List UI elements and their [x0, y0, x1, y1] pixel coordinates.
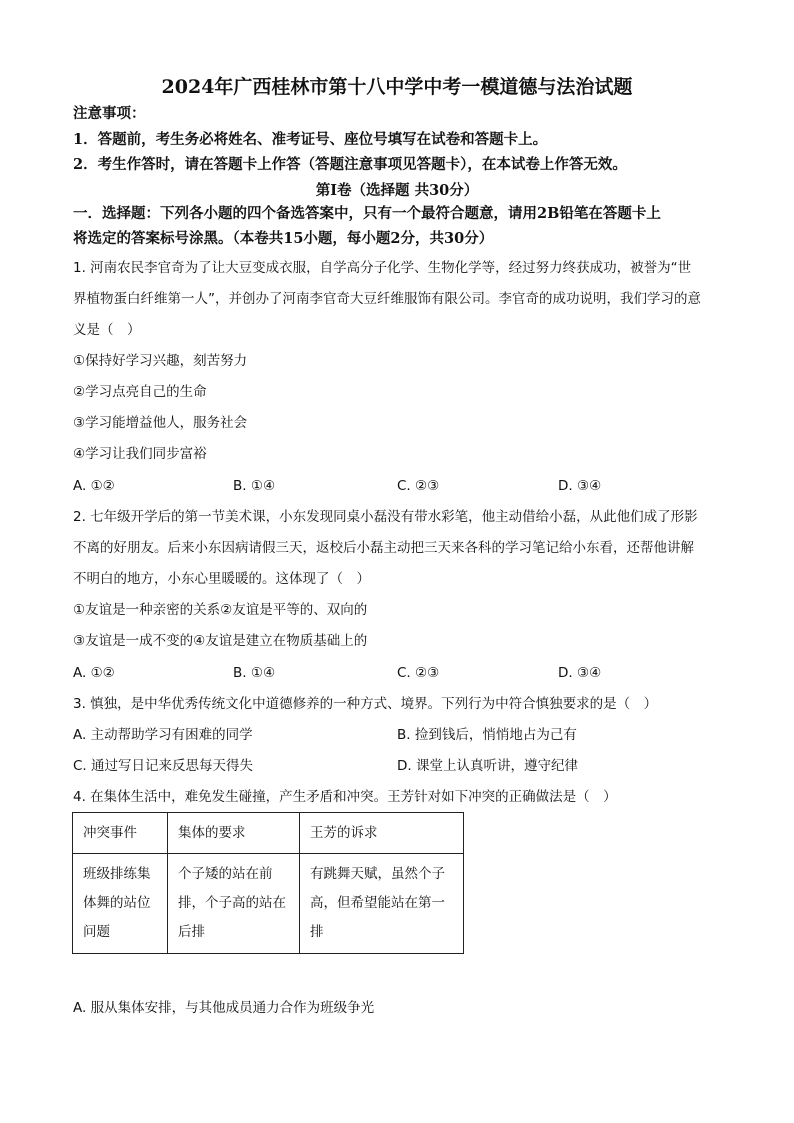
- table-header-cell: 王芳的诉求: [300, 813, 464, 854]
- section-instruction-line-2: 将选定的答案标号涂黑。（本卷共15小题，每小题2分，共30分）: [73, 230, 494, 247]
- q2-option-d: D. ③④: [558, 665, 602, 681]
- table-header-cell: 冲突事件: [73, 813, 168, 854]
- q1-stem-line-2: 界植物蛋白纤维第一人”，并创办了河南李官奇大豆纤维服饰有限公司。李官奇的成功说明，我们学习的意: [73, 291, 701, 307]
- q2-option-b: B. ①④: [233, 665, 276, 681]
- q1-option-b: B. ①④: [233, 478, 276, 494]
- q2-option-c: C. ②③: [397, 665, 440, 681]
- q1-stem-line-1: 1. 河南农民李官奇为了让大豆变成衣服，自学高分子化学、生物化学等，经过努力终获成功，被誉为“世: [73, 260, 692, 276]
- page-title: 2024年广西桂林市第十八中学中考一模道德与法治试题: [161, 76, 633, 98]
- table-cell: 班级排练集体舞的站位问题: [73, 854, 168, 954]
- q1-option-d: D. ③④: [558, 478, 602, 494]
- q4-stem: 4. 在集体生活中，难免发生碰撞，产生矛盾和冲突。王芳针对如下冲突的正确做法是（ ）: [73, 789, 617, 805]
- q2-option-a: A. ①②: [73, 665, 115, 681]
- section-instruction-line-1: 一．选择题：下列各小题的四个备选答案中，只有一个最符合题意，请用2B铅笔在答题卡上: [73, 205, 661, 222]
- q4-option-a: A. 服从集体安排，与其他成员通力合作为班级争光: [73, 1000, 375, 1016]
- q2-stem-line-2: 不离的好朋友。后来小东因病请假三天，返校后小磊主动把三天来各科的学习笔记给小东看，还帮他讲解: [73, 540, 694, 556]
- section-title: 第Ⅰ卷（选择题 共30分）: [315, 182, 479, 199]
- table-cell: 有跳舞天赋，虽然个子高，但希望能站在第一排: [300, 854, 464, 954]
- notice-heading: 注意事项：: [73, 105, 146, 122]
- q1-option-c: C. ②③: [397, 478, 440, 494]
- q3-option-b: B. 捡到钱后，悄悄地占为己有: [397, 727, 577, 743]
- q2-statement-1: ①友谊是一种亲密的关系②友谊是平等的、双向的: [73, 602, 368, 618]
- q1-option-a: A. ①②: [73, 478, 115, 494]
- table-cell: 个子矮的站在前排，个子高的站在后排: [168, 854, 300, 954]
- q2-statement-2: ③友谊是一成不变的④友谊是建立在物质基础上的: [73, 633, 368, 649]
- q3-stem: 3. 慎独，是中华优秀传统文化中道德修养的一种方式、境界。下列行为中符合慎独要求的是（ ）: [73, 696, 658, 712]
- q3-option-a: A. 主动帮助学习有困难的同学: [73, 727, 253, 743]
- table-row: [73, 854, 464, 954]
- table-header-row: [73, 813, 464, 854]
- q1-statement-1: ①保持好学习兴趣，刻苦努力: [73, 353, 248, 369]
- q3-option-d: D. 课堂上认真听讲，遵守纪律: [397, 758, 578, 774]
- q3-option-c: C. 通过写日记来反思每天得失: [73, 758, 254, 774]
- notice-item-2: 2．考生作答时，请在答题卡上作答（答题注意事项见答题卡），在本试卷上作答无效。: [73, 156, 627, 173]
- q1-stem-line-3: 义是（ ）: [73, 322, 141, 338]
- notice-item-1: 1．答题前，考生务必将姓名、准考证号、座位号填写在试卷和答题卡上。: [73, 131, 548, 148]
- q2-stem-line-3: 不明白的地方，小东心里暖暖的。这体现了（ ）: [73, 571, 370, 587]
- table-header-cell: 集体的要求: [168, 813, 300, 854]
- q1-statement-2: ②学习点亮自己的生命: [73, 384, 207, 400]
- q1-statement-3: ③学习能增益他人，服务社会: [73, 415, 248, 431]
- q4-conflict-table: [72, 812, 464, 954]
- q2-stem-line-1: 2. 七年级开学后的第一节美术课，小东发现同桌小磊没有带水彩笔，他主动借给小磊，从此他们成了形影: [73, 509, 698, 525]
- q1-statement-4: ④学习让我们同步富裕: [73, 446, 207, 462]
